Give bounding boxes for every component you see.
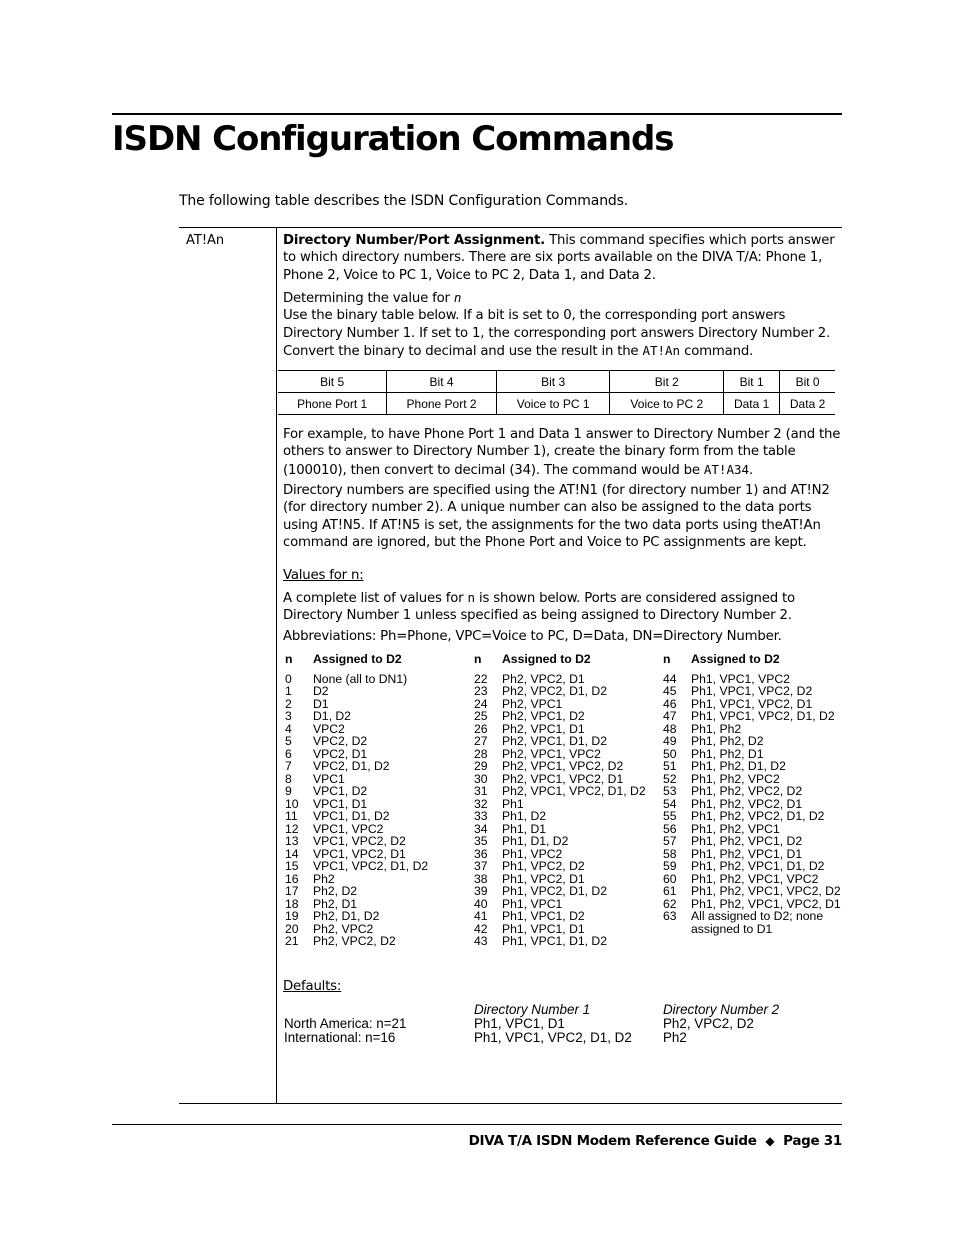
values-assigned: D1, D2 bbox=[313, 709, 351, 723]
bit-port-cell: Phone Port 2 bbox=[387, 393, 497, 415]
values-n: 61 bbox=[663, 884, 677, 898]
example-tail: . bbox=[749, 462, 754, 478]
values-n: 59 bbox=[663, 859, 677, 873]
values-column-3 bbox=[663, 653, 841, 935]
values-header-row bbox=[663, 653, 841, 666]
footer-title: DIVA T/A ISDN Modem Reference Guide bbox=[468, 1133, 757, 1149]
values-n: 25 bbox=[474, 709, 488, 723]
values-n: 5 bbox=[285, 734, 292, 748]
values-n: 45 bbox=[663, 684, 677, 698]
values-n: 30 bbox=[474, 771, 488, 786]
values-header-assigned: Assigned to D2 bbox=[691, 652, 780, 666]
values-row bbox=[474, 810, 646, 823]
values-n: 19 bbox=[285, 909, 299, 923]
values-row bbox=[285, 698, 428, 711]
values-row bbox=[663, 835, 841, 848]
values-row bbox=[663, 760, 841, 773]
values-row bbox=[474, 735, 646, 748]
values-assigned: Ph2, VPC1, VPC2, D2 bbox=[502, 759, 624, 773]
values-n: 1 bbox=[285, 684, 292, 698]
values-row bbox=[474, 685, 646, 698]
values-n: 44 bbox=[663, 671, 677, 686]
values-assigned: VPC1, VPC2, D1, D2 bbox=[313, 859, 429, 873]
page-footer bbox=[112, 1132, 842, 1150]
values-assigned: Ph2, VPC2 bbox=[313, 921, 374, 936]
values-n: 27 bbox=[474, 734, 488, 748]
values-n: 15 bbox=[285, 859, 299, 873]
values-assigned: Ph2, VPC1, VPC2, D1 bbox=[502, 771, 624, 786]
values-assigned: Ph1, Ph2, VPC2 bbox=[691, 771, 780, 786]
values-row bbox=[663, 785, 841, 798]
values-n: 39 bbox=[474, 884, 488, 898]
values-column-1 bbox=[285, 653, 428, 948]
values-assigned: VPC1 bbox=[313, 771, 345, 786]
values-n: 48 bbox=[663, 721, 677, 736]
values-assigned: VPC2, D1 bbox=[313, 746, 368, 761]
values-assigned: Ph2, VPC1, D2 bbox=[502, 709, 585, 723]
values-header-n: n bbox=[285, 652, 293, 666]
values-n: 60 bbox=[663, 871, 677, 886]
values-assigned: Ph1, VPC1, D2 bbox=[502, 909, 585, 923]
values-assigned: Ph1, VPC1, VPC2 bbox=[691, 671, 790, 686]
command-description bbox=[283, 232, 843, 284]
values-assigned: Ph1, Ph2, VPC1, D1 bbox=[691, 846, 803, 861]
bit-header-cell: Bit 0 bbox=[780, 371, 835, 393]
values-row bbox=[285, 685, 428, 698]
example-text: For example, to have Phone Port 1 and Data 1 answer to Directory Number 2 (and the others to answer to Directory Number 1), create the binary form from the table (100010), then convert to decimal (34). The command would be bbox=[283, 427, 841, 478]
values-assigned: D1 bbox=[313, 696, 329, 711]
values-row bbox=[285, 710, 428, 723]
values-n bbox=[663, 923, 691, 936]
values-n: 53 bbox=[663, 784, 677, 798]
values-row bbox=[663, 810, 841, 823]
values-n: 4 bbox=[285, 721, 292, 736]
values-row bbox=[285, 835, 428, 848]
values-row bbox=[474, 710, 646, 723]
values-assigned: Ph1, VPC1, VPC2, D1, D2 bbox=[691, 709, 835, 723]
values-assigned: Ph2, VPC2, D1, D2 bbox=[502, 684, 607, 698]
values-assigned: VPC1, VPC2, D1 bbox=[313, 846, 406, 861]
values-n: 35 bbox=[474, 834, 488, 848]
values-row bbox=[285, 810, 428, 823]
defaults-dn2-header: Directory Number 2 bbox=[663, 1002, 780, 1017]
header-rule bbox=[112, 113, 842, 115]
values-row bbox=[285, 760, 428, 773]
values-row bbox=[663, 923, 841, 936]
footer-page-number: Page 31 bbox=[783, 1133, 842, 1149]
bit-port-cell: Voice to PC 2 bbox=[610, 393, 724, 415]
values-row bbox=[285, 860, 428, 873]
values-row bbox=[474, 785, 646, 798]
values-row bbox=[285, 910, 428, 923]
values-n: 3 bbox=[285, 709, 292, 723]
values-assigned: Ph1, VPC2, D1, D2 bbox=[502, 884, 607, 898]
values-assigned: Ph1, Ph2, VPC2, D1 bbox=[691, 796, 803, 811]
values-assigned: Ph1, Ph2 bbox=[691, 721, 742, 736]
values-header-assigned: Assigned to D2 bbox=[313, 652, 402, 666]
values-n: 33 bbox=[474, 809, 488, 823]
values-n: 57 bbox=[663, 834, 677, 848]
values-n: 10 bbox=[285, 796, 299, 811]
defaults-dn2-2: Ph2 bbox=[663, 1030, 687, 1045]
values-n: 52 bbox=[663, 771, 677, 786]
values-n: 47 bbox=[663, 709, 677, 723]
values-assigned: D2 bbox=[313, 684, 329, 698]
values-row bbox=[474, 798, 646, 811]
values-n: 29 bbox=[474, 759, 488, 773]
values-n: 8 bbox=[285, 771, 292, 786]
table-column-divider bbox=[276, 228, 277, 1104]
bit-port-cell: Data 1 bbox=[724, 393, 780, 415]
values-n: 32 bbox=[474, 796, 488, 811]
values-assigned: Ph2, D1, D2 bbox=[313, 909, 380, 923]
intro-text: The following table describes the ISDN Configuration Commands. bbox=[179, 193, 629, 209]
values-n: 62 bbox=[663, 896, 677, 911]
bit-header-row bbox=[278, 371, 835, 393]
values-assigned: VPC1, VPC2 bbox=[313, 821, 384, 836]
values-row bbox=[474, 910, 646, 923]
values-assigned: Ph2, D2 bbox=[313, 884, 358, 898]
values-header-row bbox=[474, 653, 646, 666]
bit-port-row bbox=[278, 393, 835, 415]
table-top-rule bbox=[179, 227, 842, 228]
values-n: 16 bbox=[285, 871, 299, 886]
values-assigned: Ph2, VPC1, VPC2 bbox=[502, 746, 601, 761]
values-n: 42 bbox=[474, 921, 488, 936]
footer-diamond-icon: ◆ bbox=[765, 1134, 775, 1148]
values-lead: A complete list of values for bbox=[283, 591, 468, 606]
values-assigned: All assigned to D2; none bbox=[691, 909, 824, 923]
values-row bbox=[474, 935, 646, 948]
determining-lead: Determining the value for bbox=[283, 291, 454, 306]
defaults-region-1: North America: n=21 bbox=[284, 1016, 407, 1031]
values-assigned: Ph1, VPC2, D1 bbox=[502, 871, 585, 886]
values-n: 2 bbox=[285, 696, 292, 711]
values-n: 26 bbox=[474, 721, 488, 736]
values-n: 13 bbox=[285, 834, 299, 848]
description-heading: Directory Number/Port Assignment. bbox=[283, 233, 546, 248]
example-paragraph bbox=[283, 426, 843, 479]
values-n: 12 bbox=[285, 821, 299, 836]
values-n: 55 bbox=[663, 809, 677, 823]
values-assigned: VPC2, D1, D2 bbox=[313, 759, 390, 773]
values-row bbox=[474, 835, 646, 848]
values-assigned: Ph1, Ph2, VPC1, VPC2, D2 bbox=[691, 884, 841, 898]
values-column-2 bbox=[474, 653, 646, 948]
values-assigned: Ph1, Ph2, D1 bbox=[691, 746, 764, 761]
values-assigned: Ph1, Ph2, VPC1, VPC2, D1 bbox=[691, 896, 841, 911]
values-assigned: Ph1, Ph2, VPC1 bbox=[691, 821, 780, 836]
values-n: 58 bbox=[663, 846, 677, 861]
values-assigned: Ph2, VPC1, D1 bbox=[502, 721, 585, 736]
values-assigned: Ph1, VPC1, VPC2, D1 bbox=[691, 696, 813, 711]
values-assigned: Ph2 bbox=[313, 871, 335, 886]
values-n: 63 bbox=[663, 909, 677, 923]
values-row bbox=[663, 860, 841, 873]
values-n: 22 bbox=[474, 671, 488, 686]
determining-var: n bbox=[453, 290, 462, 305]
bit-header-cell: Bit 2 bbox=[610, 371, 724, 393]
values-n: 49 bbox=[663, 734, 677, 748]
description-text: This command specifies which ports answer to which directory numbers. There are six ports available on the DIVA T/A: Phone 1, Phone 2, Voice to PC 1, Voice to PC 2, Data 1, and Data 2. bbox=[283, 233, 835, 283]
values-n: 21 bbox=[285, 934, 299, 948]
values-assigned: Ph2, VPC1 bbox=[502, 696, 563, 711]
values-n: 51 bbox=[663, 759, 677, 773]
values-assigned: Ph1 bbox=[502, 796, 524, 811]
values-assigned: Ph1, D2 bbox=[502, 809, 547, 823]
values-n: 38 bbox=[474, 871, 488, 886]
values-n: 46 bbox=[663, 696, 677, 711]
defaults-dn1-2: Ph1, VPC1, VPC2, D1, D2 bbox=[474, 1030, 632, 1045]
command-name: AT!An bbox=[186, 233, 225, 248]
abbreviations-text: Abbreviations: Ph=Phone, VPC=Voice to PC, D=Data, DN=Directory Number. bbox=[283, 629, 782, 644]
bit-port-cell: Data 2 bbox=[780, 393, 835, 415]
values-assigned: Ph1, Ph2, D2 bbox=[691, 734, 764, 748]
bit-header-cell: Bit 5 bbox=[278, 371, 387, 393]
values-tail: is shown below. Ports are considered assigned to Directory Number 1 unless specified as being assigned to Directory Number 2. bbox=[283, 591, 795, 624]
values-assigned: Ph1, VPC1, D1 bbox=[502, 921, 585, 936]
values-n: 50 bbox=[663, 746, 677, 761]
values-row bbox=[663, 710, 841, 723]
values-n: 56 bbox=[663, 821, 677, 836]
values-n: 37 bbox=[474, 859, 488, 873]
values-assigned: Ph2, VPC2, D1 bbox=[502, 671, 585, 686]
values-paragraph bbox=[283, 589, 843, 625]
values-assigned: Ph2, VPC1, D1, D2 bbox=[502, 734, 607, 748]
values-row bbox=[285, 673, 428, 686]
bit-header-cell: Bit 1 bbox=[724, 371, 780, 393]
values-n: 9 bbox=[285, 784, 292, 798]
values-assigned: Ph1, VPC1, VPC2, D2 bbox=[691, 684, 813, 698]
values-assigned: Ph1, D1, D2 bbox=[502, 834, 569, 848]
example-cmd: AT!A34 bbox=[703, 461, 750, 477]
values-assigned: Ph1, VPC2 bbox=[502, 846, 563, 861]
values-var: n bbox=[467, 590, 475, 605]
values-assigned: Ph1, Ph2, VPC2, D2 bbox=[691, 784, 803, 798]
values-row bbox=[474, 885, 646, 898]
values-n: 6 bbox=[285, 746, 292, 761]
values-assigned: Ph1, Ph2, VPC1, D1, D2 bbox=[691, 859, 825, 873]
determining-tail: command. bbox=[680, 344, 754, 360]
values-assigned: VPC2 bbox=[313, 721, 345, 736]
table-bottom-rule bbox=[179, 1103, 842, 1104]
values-row bbox=[663, 885, 841, 898]
values-assigned: VPC1, D1 bbox=[313, 796, 368, 811]
values-row bbox=[663, 910, 841, 923]
values-row bbox=[285, 735, 428, 748]
values-row bbox=[474, 760, 646, 773]
values-row bbox=[285, 785, 428, 798]
values-n: 54 bbox=[663, 796, 677, 811]
directory-numbers-paragraph: Directory numbers are specified using the AT!N1 (for directory number 1) and AT!N2 (for directory number 2). A unique number can also be assigned to the data ports using AT!N5. If AT!N5 is set, the assignments for the two data ports using theAT!An command are ignored, but the Phone Port and Voice to PC assignments are kept. bbox=[283, 483, 830, 551]
defaults-region-2: International: n=16 bbox=[284, 1030, 396, 1045]
values-assigned: VPC2, D2 bbox=[313, 734, 368, 748]
values-assigned: None (all to DN1) bbox=[313, 671, 408, 686]
values-n: 17 bbox=[285, 884, 299, 898]
values-n: 18 bbox=[285, 896, 299, 911]
defaults-dn1-1: Ph1, VPC1, D1 bbox=[474, 1016, 565, 1031]
values-assigned: Ph1, Ph2, VPC2, D1, D2 bbox=[691, 809, 825, 823]
values-assigned: VPC1, D1, D2 bbox=[313, 809, 390, 823]
values-n: 24 bbox=[474, 696, 488, 711]
page-title: ISDN Configuration Commands bbox=[112, 119, 674, 159]
values-row bbox=[285, 935, 428, 948]
values-n: 20 bbox=[285, 921, 299, 936]
values-n: 36 bbox=[474, 846, 488, 861]
defaults-dn2-1: Ph2, VPC2, D2 bbox=[663, 1016, 754, 1031]
bit-port-cell: Voice to PC 1 bbox=[496, 393, 610, 415]
values-assigned: Ph1, Ph2, D1, D2 bbox=[691, 759, 786, 773]
values-assigned: assigned to D1 bbox=[691, 921, 773, 936]
values-header-assigned: Assigned to D2 bbox=[502, 652, 591, 666]
values-n: 7 bbox=[285, 759, 292, 773]
values-assigned: VPC1, D2 bbox=[313, 784, 368, 798]
values-assigned: Ph1, D1 bbox=[502, 821, 547, 836]
defaults-heading: Defaults: bbox=[283, 979, 342, 994]
determining-text: Use the binary table below. If a bit is set to 0, the corresponding port answers Directory Number 1. If set to 1, the corresponding port answers Directory Number 2. Convert the binary to decimal and use the result in the bbox=[283, 308, 831, 360]
values-assigned: Ph2, VPC2, D2 bbox=[313, 934, 396, 948]
values-n: 41 bbox=[474, 909, 488, 923]
determining-cmd: AT!An bbox=[642, 343, 681, 359]
values-assigned: Ph1, Ph2, VPC1, D2 bbox=[691, 834, 803, 848]
values-n: 43 bbox=[474, 934, 488, 948]
values-row bbox=[663, 685, 841, 698]
values-n: 0 bbox=[285, 671, 292, 686]
values-n: 31 bbox=[474, 784, 488, 798]
bit-header-cell: Bit 3 bbox=[496, 371, 610, 393]
values-assigned: Ph1, VPC2, D2 bbox=[502, 859, 585, 873]
values-assigned: Ph2, D1 bbox=[313, 896, 358, 911]
bit-port-cell: Phone Port 1 bbox=[278, 393, 387, 415]
determining-paragraph bbox=[283, 289, 843, 361]
values-assigned: Ph1, VPC1, D1, D2 bbox=[502, 934, 607, 948]
values-assigned: Ph1, Ph2, VPC1, VPC2 bbox=[691, 871, 819, 886]
values-assigned: Ph1, VPC1 bbox=[502, 896, 563, 911]
values-n: 11 bbox=[285, 809, 298, 823]
values-row bbox=[285, 885, 428, 898]
values-n: 34 bbox=[474, 821, 488, 836]
values-assigned: VPC1, VPC2, D2 bbox=[313, 834, 406, 848]
values-row bbox=[474, 860, 646, 873]
values-row bbox=[663, 735, 841, 748]
defaults-dn1-header: Directory Number 1 bbox=[474, 1002, 591, 1017]
values-n: 28 bbox=[474, 746, 488, 761]
values-heading: Values for n: bbox=[283, 568, 364, 583]
values-n: 23 bbox=[474, 684, 488, 698]
values-n: 14 bbox=[285, 846, 299, 861]
bit-header-cell: Bit 4 bbox=[387, 371, 497, 393]
values-assigned: Ph2, VPC1, VPC2, D1, D2 bbox=[502, 784, 646, 798]
values-header-n: n bbox=[663, 652, 671, 666]
values-n: 40 bbox=[474, 896, 488, 911]
footer-rule bbox=[112, 1124, 842, 1125]
values-header-n: n bbox=[474, 652, 482, 666]
bit-table bbox=[278, 370, 835, 415]
values-header-row bbox=[285, 653, 428, 666]
